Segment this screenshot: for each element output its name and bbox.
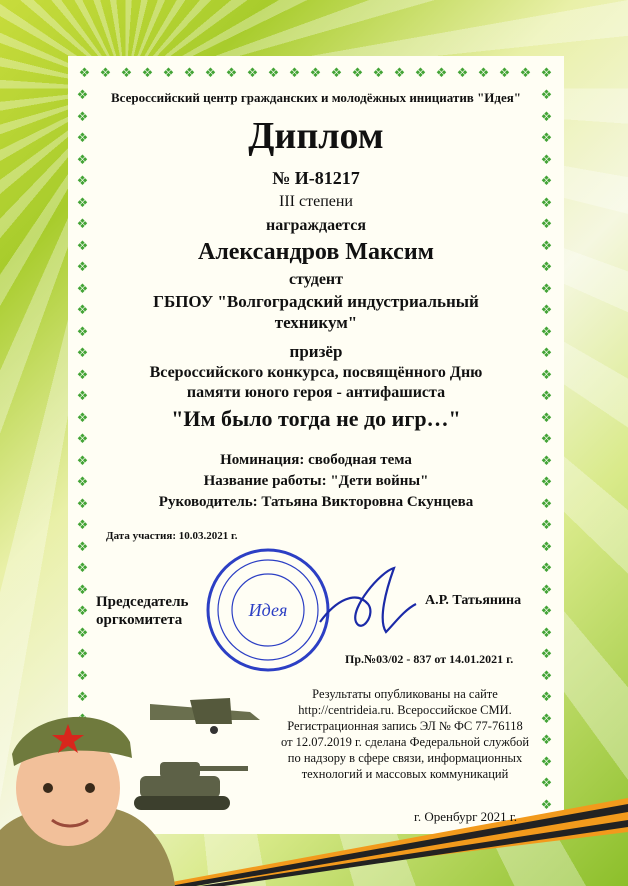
border-ornament-icon: ❖: [393, 65, 406, 80]
border-ornament-icon: ❖: [120, 65, 133, 80]
border-ornament-icon: ❖: [351, 65, 364, 80]
border-ornament-icon: ❖: [76, 667, 89, 683]
publication-line: Регистрационная запись ЭЛ № ФС 77-76118: [287, 719, 523, 733]
order-number: Пр.№03/02 - 837 от 14.01.2021 г.: [345, 652, 514, 666]
border-ornament-icon: ❖: [540, 388, 553, 403]
border-ornament-icon: ❖: [435, 65, 448, 80]
recipient-name: Александров Максим: [197, 239, 434, 265]
border-ornament-icon: ❖: [204, 65, 217, 80]
border-ornament-icon: ❖: [309, 65, 322, 80]
border-ornament-icon: ❖: [540, 216, 553, 231]
border-ornament-icon: ❖: [76, 259, 89, 274]
publication-line: от 12.07.2019 г. сделана Федеральной службой: [280, 735, 530, 749]
border-ornament-icon: ❖: [372, 65, 385, 80]
border-ornament-icon: ❖: [76, 345, 89, 360]
border-ornament-icon: ❖: [540, 775, 553, 790]
border-ornament-icon: ❖: [76, 194, 89, 210]
border-ornament-icon: ❖: [76, 366, 89, 382]
border-ornament-icon: ❖: [76, 452, 89, 468]
border-ornament-icon: ❖: [540, 495, 553, 511]
border-ornament-icon: ❖: [540, 194, 553, 210]
publication-line: технологий и массовых коммуникаций: [301, 767, 509, 781]
border-ornament-icon: ❖: [76, 323, 89, 339]
award-status: призёр: [289, 342, 343, 361]
border-ornament-icon: ❖: [540, 710, 553, 726]
chair-name: А.Р. Татьянина: [425, 593, 522, 608]
publication-line: http://centrideia.ru. Всероссийское СМИ.: [298, 703, 512, 717]
border-ornament-icon: ❖: [76, 431, 89, 446]
border-ornament-icon: ❖: [414, 65, 427, 80]
institution-line2: техникум": [274, 313, 358, 332]
st-george-ribbon: [150, 798, 628, 886]
institution-line1: ГБПОУ "Волгоградский индустриальный: [153, 292, 479, 311]
border-ornament-icon: ❖: [288, 65, 301, 80]
border-ornament-icon: ❖: [540, 280, 553, 296]
border-ornament-icon: ❖: [540, 452, 553, 468]
border-ornament-icon: ❖: [540, 431, 553, 446]
supervisor: Руководитель: Татьяна Викторовна Скунцева: [158, 494, 474, 510]
border-ornament-icon: ❖: [162, 65, 175, 80]
border-ornament-icon: ❖: [540, 560, 553, 575]
border-ornament-icon: ❖: [76, 130, 89, 145]
border-ornament-icon: ❖: [540, 108, 553, 124]
border-ornament-icon: ❖: [76, 173, 89, 188]
border-ornament-icon: ❖: [540, 646, 553, 661]
border-ornament-icon: ❖: [246, 65, 259, 80]
border-ornament-icon: ❖: [76, 581, 89, 597]
border-ornament-icon: ❖: [76, 474, 89, 489]
border-ornament-icon: ❖: [540, 689, 553, 704]
border-ornament-icon: ❖: [76, 689, 89, 704]
border-ornament-icon: ❖: [141, 65, 154, 80]
signature: [316, 560, 420, 650]
awarded-label: награждается: [266, 217, 366, 234]
border-ornament-icon: ❖: [76, 603, 89, 618]
border-ornament-icon: ❖: [540, 259, 553, 274]
border-ornament-icon: ❖: [540, 409, 553, 425]
border-ornament-icon: ❖: [540, 753, 553, 769]
border-ornament-icon: ❖: [76, 624, 89, 640]
border-ornament-icon: ❖: [76, 280, 89, 296]
border-ornament-icon: ❖: [519, 65, 532, 80]
chair-line1: Председатель: [96, 594, 189, 610]
participation-date: Дата участия: 10.03.2021 г.: [106, 530, 238, 542]
border-ornament-icon: ❖: [99, 65, 112, 80]
border-ornament-icon: ❖: [76, 560, 89, 575]
border-ornament-icon: ❖: [477, 65, 490, 80]
border-ornament-icon: ❖: [540, 65, 553, 80]
border-ornament-icon: ❖: [540, 302, 553, 317]
organization-name: Всероссийский центр гражданских и молодёжных инициатив "Идея": [110, 90, 522, 105]
border-ornament-icon: ❖: [540, 732, 553, 747]
border-ornament-icon: ❖: [225, 65, 238, 80]
border-ornament-icon: ❖: [540, 581, 553, 597]
border-ornament-icon: ❖: [540, 323, 553, 339]
border-ornament-icon: ❖: [76, 108, 89, 124]
stamp-center-text: Идея: [248, 600, 288, 620]
border-ornament-icon: ❖: [540, 517, 553, 532]
border-ornament-icon: ❖: [540, 366, 553, 382]
border-ornament-icon: ❖: [76, 409, 89, 425]
border-ornament-icon: ❖: [76, 237, 89, 253]
official-stamp: [206, 548, 330, 672]
border-ornament-icon: ❖: [540, 796, 553, 812]
work-title: Название работы: "Дети войны": [203, 473, 429, 489]
border-ornament-icon: ❖: [183, 65, 196, 80]
nomination: Номинация: свободная тема: [220, 452, 412, 468]
border-ornament-icon: ❖: [76, 302, 89, 317]
border-ornament-icon: ❖: [540, 130, 553, 145]
war-children-illustration: [0, 680, 628, 886]
contest-line1: Всероссийского конкурса, посвящённого Дню: [149, 364, 483, 381]
border-ornament-icon: ❖: [76, 216, 89, 231]
border-ornament-icon: ❖: [540, 345, 553, 360]
border-ornament-icon: ❖: [76, 388, 89, 403]
contest-name: "Им было тогда не до игр…": [171, 406, 461, 431]
recipient-role: студент: [288, 271, 343, 288]
border-ornament-icon: ❖: [456, 65, 469, 80]
border-ornament-icon: ❖: [540, 603, 553, 618]
border-ornament-icon: ❖: [540, 87, 553, 102]
chair-line2: оргкомитета: [96, 612, 183, 628]
border-ornament-icon: ❖: [76, 495, 89, 511]
plane-icon: [150, 698, 260, 734]
border-ornament-icon: ❖: [540, 474, 553, 489]
border-ornament-icon: ❖: [78, 65, 91, 80]
border-ornament-icon: ❖: [540, 173, 553, 188]
chair-title: [96, 593, 188, 629]
border-ornament-icon: ❖: [498, 65, 511, 80]
border-ornament-icon: ❖: [540, 624, 553, 640]
border-ornament-icon: ❖: [76, 151, 89, 167]
border-ornament-icon: ❖: [76, 646, 89, 661]
border-ornament-icon: ❖: [330, 65, 343, 80]
publication-line: Результаты опубликованы на сайте: [312, 687, 498, 701]
border-ornament-icon: ❖: [540, 667, 553, 683]
border-ornament-icon: ❖: [540, 538, 553, 554]
city-year: г. Оренбург 2021 г.: [414, 809, 518, 824]
certificate-number: № И-81217: [272, 168, 360, 188]
degree: III степени: [279, 193, 353, 210]
border-ornament-icon: ❖: [76, 538, 89, 554]
tank-icon: [134, 762, 248, 810]
contest-line2: памяти юного героя - антифашиста: [186, 384, 446, 401]
border-ornament-icon: ❖: [267, 65, 280, 80]
border-ornament-icon: ❖: [540, 151, 553, 167]
border-ornament-icon: ❖: [76, 87, 89, 102]
publication-line: по надзору в сфере связи, информационных: [287, 751, 523, 765]
border-ornament-icon: ❖: [540, 237, 553, 253]
border-ornament-icon: ❖: [76, 517, 89, 532]
certificate-title: Диплом: [248, 115, 384, 157]
